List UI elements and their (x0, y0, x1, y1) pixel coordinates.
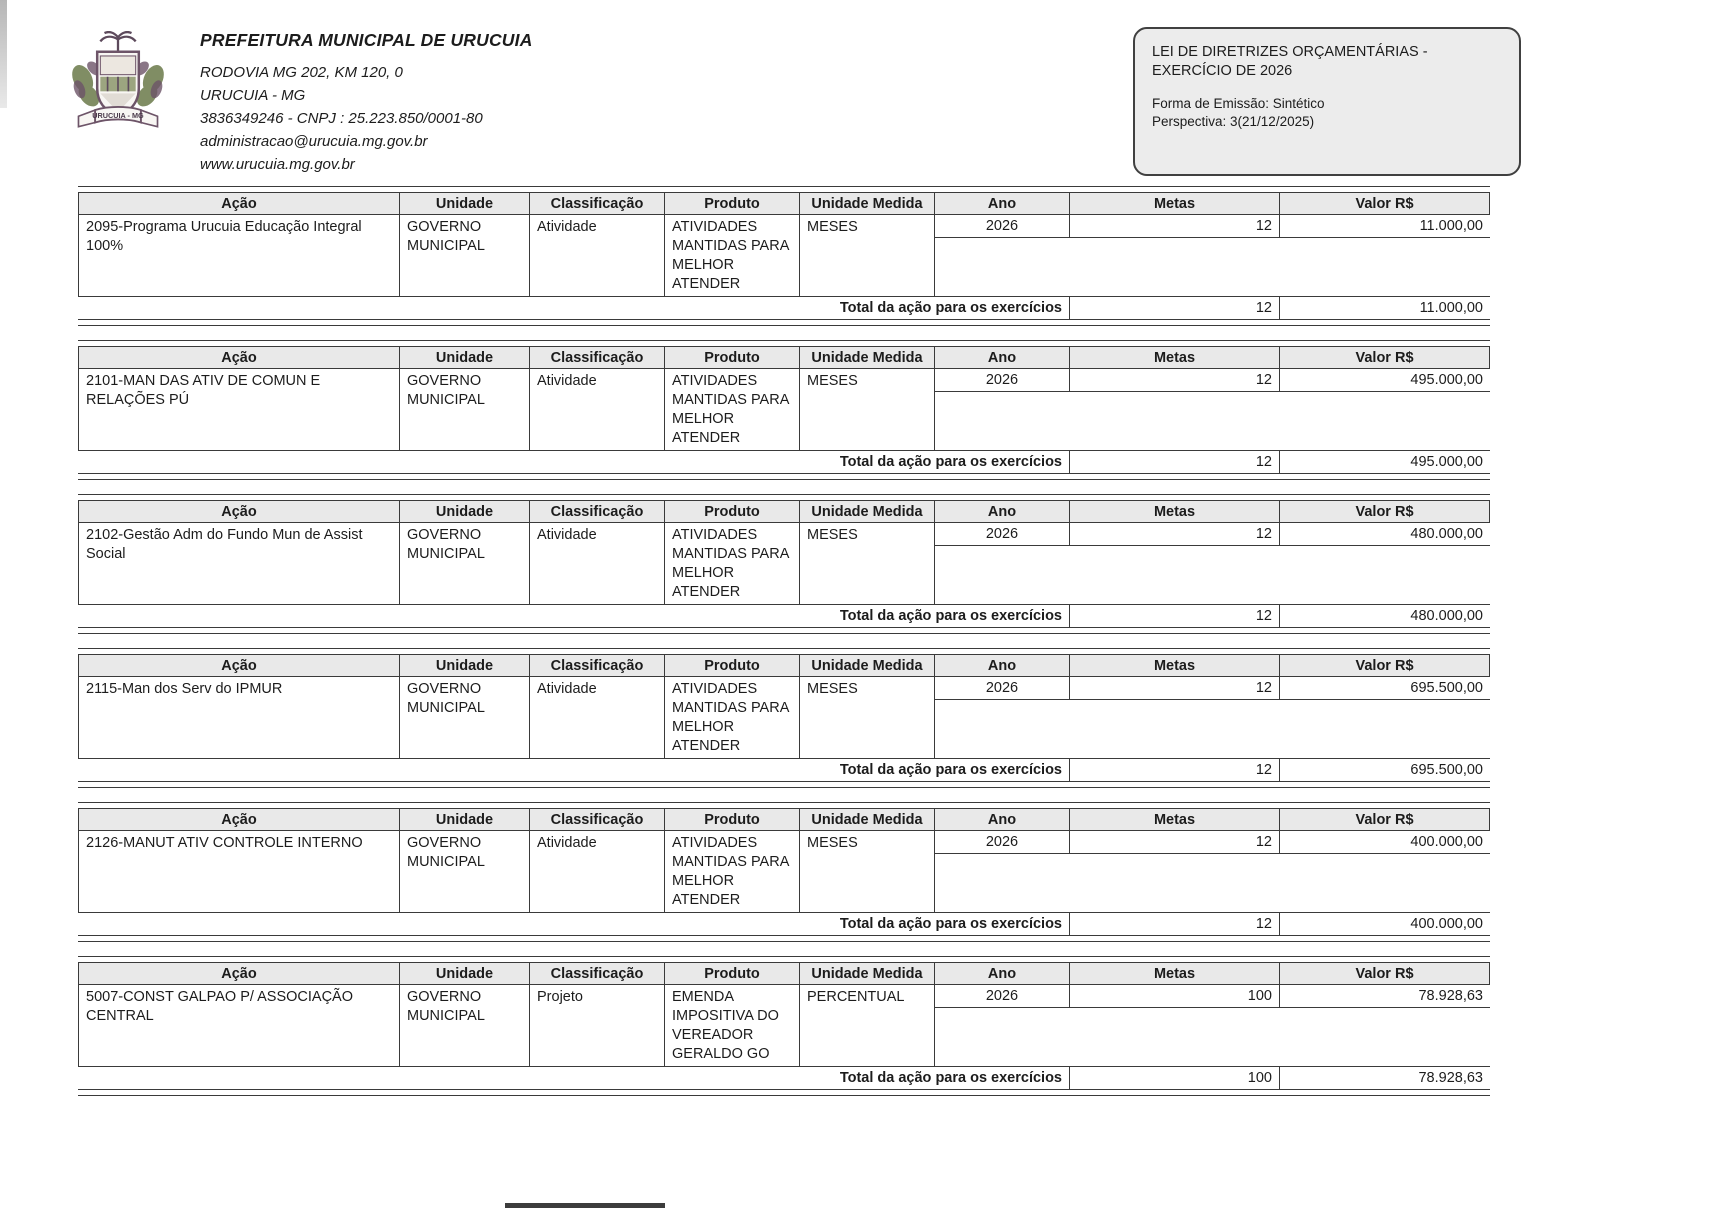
valor-cell: 695.500,00 (1410, 680, 1483, 696)
metas-cell: 100 (1070, 985, 1280, 1007)
column-header-produto: Produto (665, 501, 800, 522)
column-header-metas: Metas (1070, 963, 1280, 984)
classificacao-cell: Atividade (530, 523, 665, 604)
website-line: www.urucuia.mg.gov.br (200, 156, 355, 173)
column-header-classificacao: Classificação (530, 655, 665, 676)
organization-name: PREFEITURA MUNICIPAL DE URUCUIA (200, 30, 533, 50)
column-header-unidade: Unidade (400, 347, 530, 368)
column-header-metas: Metas (1070, 347, 1280, 368)
total-label: Total da ação para os exercícios (78, 913, 1070, 935)
column-header-ano: Ano (935, 655, 1070, 676)
metas-cell: 12 (1070, 523, 1280, 545)
column-header-unidade-medida: Unidade Medida (800, 655, 935, 676)
total-label: Total da ação para os exercícios (78, 451, 1070, 473)
column-header-unidade: Unidade (400, 193, 530, 214)
column-header-produto: Produto (665, 809, 800, 830)
metas-cell: 12 (1070, 215, 1280, 237)
year-values-area (935, 215, 1490, 296)
column-header-classificacao: Classificação (530, 963, 665, 984)
table-header-row (78, 500, 1490, 523)
municipal-coat-of-arms-logo (62, 31, 174, 135)
column-header-valor: Valor R$ (1280, 655, 1490, 676)
classificacao-cell: Atividade (530, 831, 665, 912)
produto-cell: EMENDA IMPOSITIVA DO VEREADOR GERALDO GO (665, 985, 800, 1066)
separator-line (78, 941, 1490, 942)
total-valor-cell: 495.000,00 (1410, 454, 1483, 470)
column-header-acao: Ação (78, 193, 400, 214)
total-label: Total da ação para os exercícios (78, 1067, 1070, 1089)
column-header-valor: Valor R$ (1280, 501, 1490, 522)
action-section (78, 956, 1490, 1096)
ano-cell: 2026 (935, 369, 1070, 391)
separator-line (78, 186, 1490, 187)
table-header-row (78, 962, 1490, 985)
logo-ribbon-text: URUCUIA - MG (92, 110, 144, 120)
ano-cell: 2026 (935, 677, 1070, 699)
organization-header (200, 30, 960, 176)
column-header-acao: Ação (78, 963, 400, 984)
acao-cell: 5007-CONST GALPAO P/ ASSOCIAÇÃO CENTRAL (78, 985, 400, 1066)
classificacao-cell: Atividade (530, 677, 665, 758)
section-total-row (78, 759, 1490, 782)
ano-cell: 2026 (935, 831, 1070, 853)
acao-cell: 2126-MANUT ATIV CONTROLE INTERNO (78, 831, 400, 912)
produto-cell: ATIVIDADES MANTIDAS PARA MELHOR ATENDER (665, 369, 800, 450)
column-header-ano: Ano (935, 193, 1070, 214)
report-info-box (1133, 27, 1521, 176)
total-label: Total da ação para os exercícios (78, 297, 1070, 319)
total-metas-cell: 12 (1070, 605, 1280, 627)
column-header-acao: Ação (78, 809, 400, 830)
year-values-row (935, 985, 1490, 1008)
column-header-ano: Ano (935, 809, 1070, 830)
action-section (78, 186, 1490, 326)
valor-cell: 495.000,00 (1410, 372, 1483, 388)
scan-bottom-artifact (505, 1203, 665, 1208)
column-header-classificacao: Classificação (530, 501, 665, 522)
separator-line (78, 633, 1490, 634)
total-valor-cell: 695.500,00 (1410, 762, 1483, 778)
year-values-row (935, 523, 1490, 546)
year-values-row (935, 215, 1490, 238)
year-values-area (935, 369, 1490, 450)
separator-line (78, 494, 1490, 495)
section-total-row (78, 297, 1490, 320)
column-header-acao: Ação (78, 655, 400, 676)
separator-line (78, 802, 1490, 803)
separator-line (78, 648, 1490, 649)
acao-cell: 2101-MAN DAS ATIV DE COMUN E RELAÇÕES PÚ (78, 369, 400, 450)
column-header-classificacao: Classificação (530, 809, 665, 830)
total-metas-cell: 12 (1070, 913, 1280, 935)
report-title: LEI DE DIRETRIZES ORÇAMENTÁRIAS - EXERCÍCIO DE 2026 (1152, 44, 1428, 79)
column-header-unidade-medida: Unidade Medida (800, 501, 935, 522)
column-header-unidade: Unidade (400, 501, 530, 522)
phone-cnpj-line: 3836349246 - CNPJ : 25.223.850/0001-80 (200, 110, 483, 127)
column-header-produto: Produto (665, 193, 800, 214)
ano-cell: 2026 (935, 985, 1070, 1007)
classificacao-cell: Atividade (530, 215, 665, 296)
separator-line (78, 340, 1490, 341)
scan-edge-artifact (0, 0, 7, 108)
total-metas-cell: 12 (1070, 297, 1280, 319)
column-header-unidade: Unidade (400, 809, 530, 830)
column-header-valor: Valor R$ (1280, 193, 1490, 214)
unidade-cell: GOVERNO MUNICIPAL (400, 369, 530, 450)
column-header-classificacao: Classificação (530, 193, 665, 214)
column-header-metas: Metas (1070, 655, 1280, 676)
column-header-unidade-medida: Unidade Medida (800, 809, 935, 830)
column-header-classificacao: Classificação (530, 347, 665, 368)
separator-line (78, 1095, 1490, 1096)
metas-cell: 12 (1070, 369, 1280, 391)
column-header-ano: Ano (935, 501, 1070, 522)
metas-cell: 12 (1070, 677, 1280, 699)
acao-cell: 2102-Gestão Adm do Fundo Mun de Assist Social (78, 523, 400, 604)
total-metas-cell: 12 (1070, 759, 1280, 781)
action-section (78, 802, 1490, 942)
address-line-1: RODOVIA MG 202, KM 120, 0 (200, 64, 403, 81)
email-line: administracao@urucuia.mg.gov.br (200, 133, 428, 150)
classificacao-cell: Projeto (530, 985, 665, 1066)
budget-actions-table (78, 186, 1490, 1110)
emission-type: Forma de Emissão: Sintético (1152, 96, 1325, 111)
valor-cell: 480.000,00 (1410, 526, 1483, 542)
total-metas-cell: 12 (1070, 451, 1280, 473)
unidade-medida-cell: MESES (800, 369, 935, 450)
unidade-medida-cell: MESES (800, 677, 935, 758)
address-line-2: URUCUIA - MG (200, 87, 306, 104)
column-header-valor: Valor R$ (1280, 347, 1490, 368)
column-header-metas: Metas (1070, 809, 1280, 830)
column-header-acao: Ação (78, 501, 400, 522)
acao-cell: 2095-Programa Urucuia Educação Integral 100% (78, 215, 400, 296)
table-data-row (78, 523, 1490, 605)
table-data-row (78, 831, 1490, 913)
section-total-row (78, 605, 1490, 628)
column-header-produto: Produto (665, 655, 800, 676)
year-values-area (935, 831, 1490, 912)
unidade-medida-cell: MESES (800, 831, 935, 912)
total-metas-cell: 100 (1070, 1067, 1280, 1089)
column-header-ano: Ano (935, 963, 1070, 984)
separator-line (78, 479, 1490, 480)
produto-cell: ATIVIDADES MANTIDAS PARA MELHOR ATENDER (665, 523, 800, 604)
perspective: Perspectiva: 3(21/12/2025) (1152, 114, 1315, 129)
action-section (78, 648, 1490, 788)
unidade-cell: GOVERNO MUNICIPAL (400, 215, 530, 296)
unidade-medida-cell: MESES (800, 523, 935, 604)
column-header-valor: Valor R$ (1280, 809, 1490, 830)
action-section (78, 494, 1490, 634)
valor-cell: 400.000,00 (1410, 834, 1483, 850)
table-data-row (78, 369, 1490, 451)
valor-cell: 78.928,63 (1418, 988, 1483, 1004)
action-section (78, 340, 1490, 480)
column-header-unidade: Unidade (400, 963, 530, 984)
column-header-ano: Ano (935, 347, 1070, 368)
unidade-medida-cell: PERCENTUAL (800, 985, 935, 1066)
column-header-unidade-medida: Unidade Medida (800, 347, 935, 368)
column-header-produto: Produto (665, 347, 800, 368)
year-values-row (935, 369, 1490, 392)
section-total-row (78, 1067, 1490, 1090)
table-data-row (78, 677, 1490, 759)
total-label: Total da ação para os exercícios (78, 605, 1070, 627)
table-header-row (78, 808, 1490, 831)
column-header-valor: Valor R$ (1280, 963, 1490, 984)
total-label: Total da ação para os exercícios (78, 759, 1070, 781)
section-total-row (78, 913, 1490, 936)
produto-cell: ATIVIDADES MANTIDAS PARA MELHOR ATENDER (665, 831, 800, 912)
year-values-area (935, 677, 1490, 758)
unidade-cell: GOVERNO MUNICIPAL (400, 831, 530, 912)
section-total-row (78, 451, 1490, 474)
separator-line (78, 956, 1490, 957)
separator-line (78, 787, 1490, 788)
produto-cell: ATIVIDADES MANTIDAS PARA MELHOR ATENDER (665, 677, 800, 758)
metas-cell: 12 (1070, 831, 1280, 853)
valor-cell: 11.000,00 (1419, 218, 1483, 234)
separator-line (78, 325, 1490, 326)
column-header-produto: Produto (665, 963, 800, 984)
ano-cell: 2026 (935, 215, 1070, 237)
total-valor-cell: 400.000,00 (1410, 916, 1483, 932)
table-data-row (78, 215, 1490, 297)
year-values-area (935, 523, 1490, 604)
year-values-area (935, 985, 1490, 1066)
unidade-cell: GOVERNO MUNICIPAL (400, 985, 530, 1066)
unidade-cell: GOVERNO MUNICIPAL (400, 677, 530, 758)
column-header-metas: Metas (1070, 193, 1280, 214)
unidade-medida-cell: MESES (800, 215, 935, 296)
year-values-row (935, 677, 1490, 700)
classificacao-cell: Atividade (530, 369, 665, 450)
column-header-unidade-medida: Unidade Medida (800, 963, 935, 984)
unidade-cell: GOVERNO MUNICIPAL (400, 523, 530, 604)
column-header-unidade-medida: Unidade Medida (800, 193, 935, 214)
acao-cell: 2115-Man dos Serv do IPMUR (78, 677, 400, 758)
column-header-unidade: Unidade (400, 655, 530, 676)
total-valor-cell: 78.928,63 (1418, 1070, 1483, 1086)
table-header-row (78, 654, 1490, 677)
column-header-metas: Metas (1070, 501, 1280, 522)
produto-cell: ATIVIDADES MANTIDAS PARA MELHOR ATENDER (665, 215, 800, 296)
column-header-acao: Ação (78, 347, 400, 368)
table-data-row (78, 985, 1490, 1067)
logo-ribbon (78, 107, 157, 127)
total-valor-cell: 480.000,00 (1410, 608, 1483, 624)
ano-cell: 2026 (935, 523, 1070, 545)
year-values-row (935, 831, 1490, 854)
table-header-row (78, 346, 1490, 369)
table-header-row (78, 192, 1490, 215)
total-valor-cell: 11.000,00 (1419, 300, 1483, 316)
